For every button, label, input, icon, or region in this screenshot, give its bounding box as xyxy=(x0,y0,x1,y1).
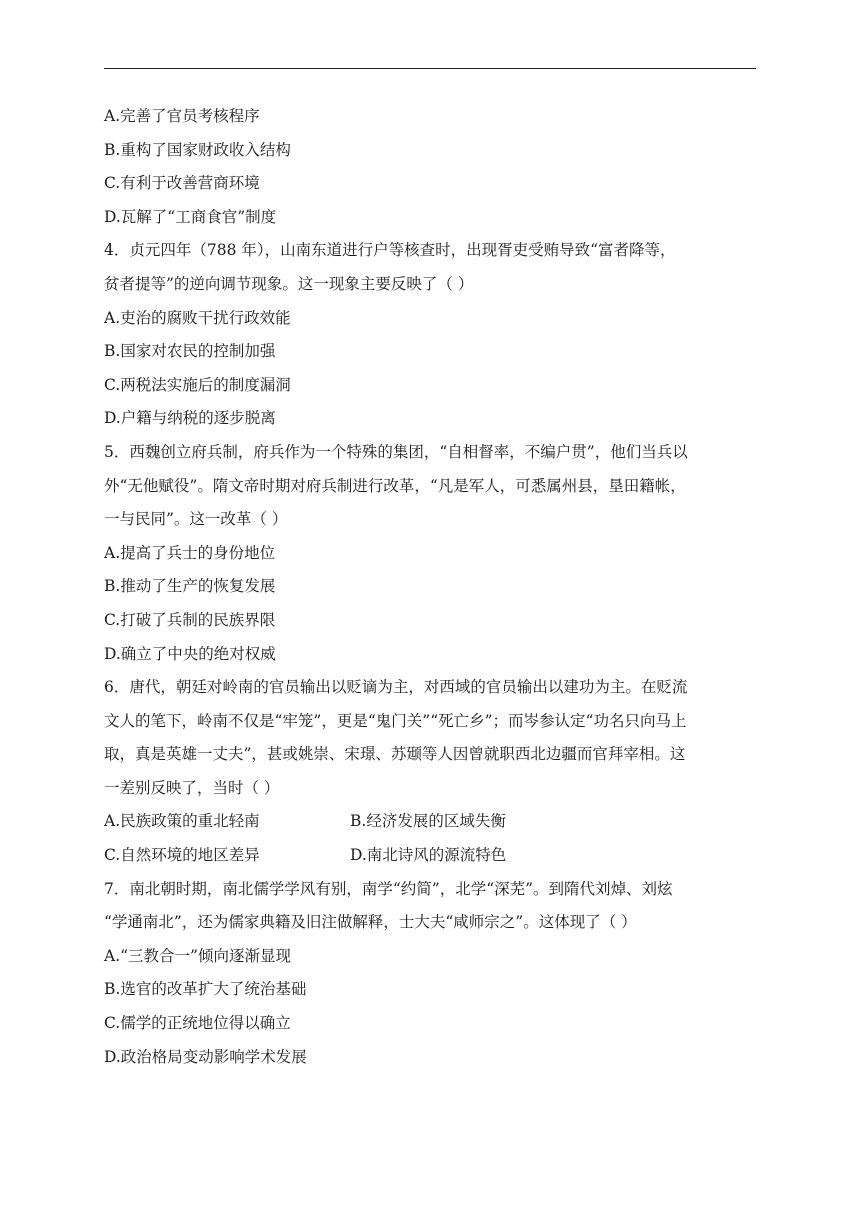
question-stem-line: 取，真是英雄一丈夫”，甚或姚崇、宋璟、苏颋等人因曾就职西北边疆而官拜宰相。这 xyxy=(104,745,686,764)
option-c: C.两税法实施后的制度漏洞 xyxy=(104,375,291,394)
question-stem-line: 外“无他赋役”。隋文帝时期对府兵制进行改革，“凡是军人，可悉属州县，垦田籍帐， xyxy=(104,476,686,495)
option-b: B.国家对农民的控制加强 xyxy=(104,342,276,361)
option-c: C.自然环境的地区差异 xyxy=(104,846,260,865)
option-a: A.完善了官员考核程序 xyxy=(104,107,260,125)
header-rule xyxy=(104,68,756,69)
option-row xyxy=(104,805,759,839)
question-stem-line: 7．南北朝时期，南北儒学学风有别，南学“约简”，北学“深芜”。到隋代刘焯、刘炫 xyxy=(104,879,673,898)
question-stem-line: “学通南北”，还为儒家典籍及旧注做解释，士大夫“咸师宗之”。这体现了（ ） xyxy=(104,913,637,932)
option-a: A.提高了兵士的身份地位 xyxy=(104,543,276,562)
question-3-options xyxy=(104,100,759,234)
option-a: A.“三教合一”倾向逐渐显现 xyxy=(104,946,291,965)
question-stem-line: 4．贞元四年（788 年），山南东道进行户等核查时，出现胥吏受贿导致“富者降等， xyxy=(104,241,676,260)
question-4 xyxy=(104,234,759,436)
option-d: D.户籍与纳税的逐步脱离 xyxy=(104,409,276,428)
option-c: C.有利于改善营商环境 xyxy=(104,174,260,193)
option-c: C.儒学的正统地位得以确立 xyxy=(104,1014,291,1033)
question-stem-line: 5．西魏创立府兵制，府兵作为一个特殊的集团，“自相督率，不编户贯”，他们当兵以 xyxy=(104,442,688,461)
question-5 xyxy=(104,436,759,671)
option-b: B.推动了生产的恢复发展 xyxy=(104,577,276,596)
question-stem-line: 文人的笔下，岭南不仅是“牢笼”，更是“鬼门关”“死亡乡”；而岑参认定“功名只向马上 xyxy=(104,711,687,730)
option-b: B.重构了国家财政收入结构 xyxy=(104,140,291,159)
question-stem-line: 一与民同”。这一改革（ ） xyxy=(104,510,288,529)
question-stem-line: 6．唐代，朝廷对岭南的官员输出以贬谪为主，对西域的官员输出以建功为主。在贬流 xyxy=(104,678,688,697)
question-stem-line: 一差别反映了，当时（ ） xyxy=(104,778,280,797)
option-a: A.民族政策的重北轻南 xyxy=(104,812,260,831)
option-d: D.南北诗风的源流特色 xyxy=(350,846,507,865)
option-d: D.确立了中央的绝对权威 xyxy=(104,644,276,663)
option-row xyxy=(104,839,759,873)
option-b: B.选官的改革扩大了统治基础 xyxy=(104,980,307,999)
question-7 xyxy=(104,873,759,1075)
option-c: C.打破了兵制的民族界限 xyxy=(104,610,276,629)
option-b: B.经济发展的区域失衡 xyxy=(350,812,506,831)
option-a: A.吏治的腐败干扰行政效能 xyxy=(104,308,291,327)
question-stem-line: 贫者提等”的逆向调节现象。这一现象主要反映了（ ） xyxy=(104,274,474,293)
option-d: D.瓦解了“工商食官”制度 xyxy=(104,207,277,226)
question-content xyxy=(104,100,759,1074)
question-6 xyxy=(104,671,759,873)
option-d: D.政治格局变动影响学术发展 xyxy=(104,1047,307,1066)
